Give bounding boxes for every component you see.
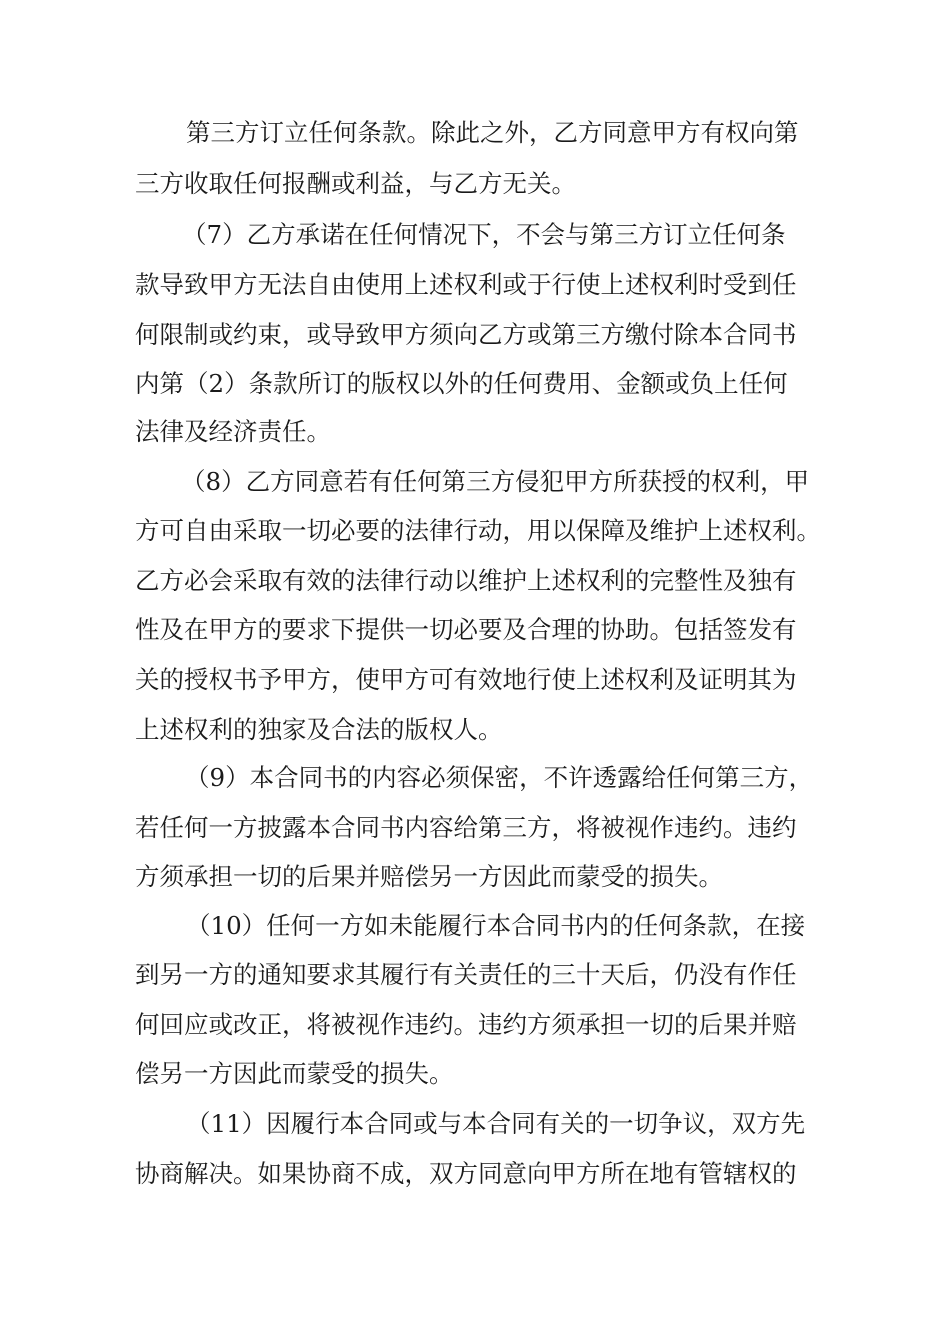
text-line: （8）乙方同意若有任何第三方侵犯甲方所获授的权利，甲 (181, 467, 810, 496)
text-line: 到另一方的通知要求其履行有关责任的三十天后，仍没有作任 (135, 960, 797, 989)
text-line: 乙方必会采取有效的法律行动以维护上述权利的完整性及独有 (135, 566, 797, 595)
text-line: 协商解决。如果协商不成，双方同意向甲方所在地有管辖权的 (135, 1159, 797, 1188)
text-line: 三方收取任何报酬或利益，与乙方无关。 (135, 169, 576, 198)
text-line: 方须承担一切的后果并赔偿另一方因此而蒙受的损失。 (135, 862, 723, 891)
text-line: 若任何一方披露本合同书内容给第三方，将被视作违约。违约 (135, 813, 797, 842)
text-line: 何限制或约束，或导致甲方须向乙方或第三方缴付除本合同书 (135, 320, 797, 349)
text-line: 关的授权书予甲方，使甲方可有效地行使上述权利及证明其为 (135, 665, 797, 694)
text-line: 内第（2）条款所订的版权以外的任何费用、金额或负上任何 (135, 369, 788, 398)
text-line: （11）因履行本合同或与本合同有关的一切争议，双方先 (186, 1109, 806, 1138)
text-line: 偿另一方因此而蒙受的损失。 (135, 1059, 454, 1088)
text-line: 第三方订立任何条款。除此之外，乙方同意甲方有权向第 (186, 118, 799, 147)
text-line: 法律及经济责任。 (135, 417, 331, 446)
text-line: 上述权利的独家及合法的版权人。 (135, 715, 503, 744)
text-line: （9）本合同书的内容必须保密，不许透露给任何第三方， (185, 763, 814, 792)
text-line: （7）乙方承诺在任何情况下，不会与第三方订立任何条 (182, 220, 786, 249)
text-line: 款导致甲方无法自由使用上述权利或于行使上述权利时受到任 (135, 270, 797, 299)
text-line: 性及在甲方的要求下提供一切必要及合理的协助。包括签发有 (135, 615, 797, 644)
text-line: （10）任何一方如未能履行本合同书内的任何条款，在接 (186, 911, 806, 940)
text-line: 何回应或改正，将被视作违约。违约方须承担一切的后果并赔 (135, 1010, 797, 1039)
text-line: 方可自由采取一切必要的法律行动，用以保障及维护上述权利。 (135, 516, 821, 545)
